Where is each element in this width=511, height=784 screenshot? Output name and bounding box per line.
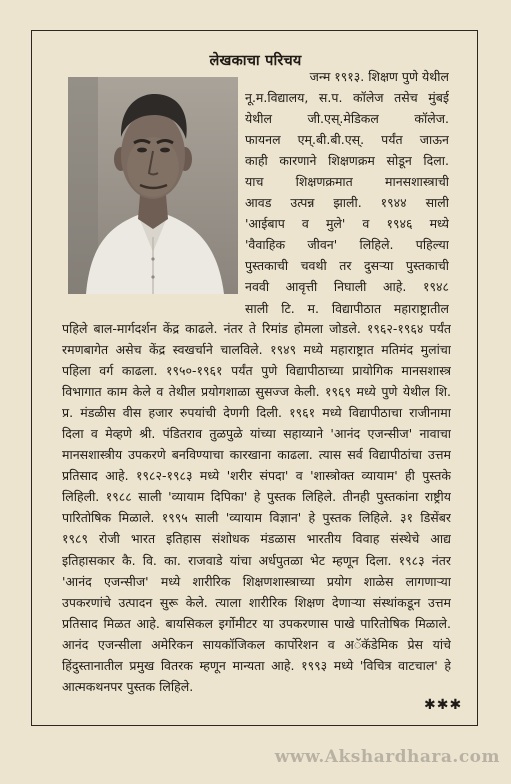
text-line: फायनल एम्.बी.बी.एस्. पर्यंत जाऊन — [245, 132, 449, 148]
text-line: साली टि. म. विद्यापीठात महाराष्ट्रातील — [245, 300, 449, 316]
text-line: आनंद एजन्सीला अमेरिकन सायकॉजिकल कार्पोरेशन व अॅकॅडेमिक प्रेस यांचे — [62, 636, 451, 652]
text-line: पारितोषिक मिळाले. १९९५ साली 'व्यायाम विज्ञान' हे पुस्तक लिहिले. ३१ डिसेंबर — [62, 510, 451, 526]
text-line: प्र. मंडळीस वीस हजार रुपयांची देणगी दिली. १९६१ मध्ये विद्यापीठाचा राजीनामा — [62, 405, 451, 421]
text-line: येथील जी.एस्.मेडिकल कॉलेज. — [245, 111, 449, 127]
text-line: दिला व मेव्हणे श्री. पंडितराव तुळपुळे यांच्या सहाय्याने 'आनंद एजन्सीज' नावाचा — [62, 426, 451, 442]
text-line: आत्मकथनपर पुस्तक लिहिले. — [62, 678, 194, 694]
text-line: काही कारणाने शिक्षणक्रम सोडून दिला. — [245, 153, 449, 169]
page-title: लेखकाचा परिचय — [209, 53, 302, 69]
text-line: नववी आवृत्ती निघाली आहे. १९४८ — [245, 279, 449, 295]
text-line: पुस्तकाची चवथी तर दुसऱ्या पुस्तकाची — [245, 258, 449, 274]
text-line: 'वैवाहिक जीवन' लिहिले. पहिल्या — [245, 237, 449, 253]
intro-paragraph — [245, 66, 449, 319]
text-line: इतिहासकार कै. वि. का. राजवाडे यांचा अर्धपुतळा भेट म्हणून दिला. १९८३ नंतर — [62, 552, 451, 568]
text-line: जन्म १९१३. शिक्षण पुणे येथील — [309, 69, 449, 84]
website-watermark: www.Akshardhara.com — [274, 747, 500, 767]
text-line: पहिले बाल-मार्गदर्शन केंद्र काढले. नंतर ते रिमांड होमला जोडले. १९६२-१९६४ पर्यंत — [62, 321, 451, 336]
author-photo — [68, 77, 238, 294]
text-line: मानसशास्त्रीय उपकरणे बनविण्याचा कारखाना काढला. त्यास सर्व विद्यापीठांचा उत्तम — [62, 447, 451, 463]
text-line: याच शिक्षणक्रमात मानसशास्त्राची — [245, 174, 449, 190]
text-line: 'आनंद एजन्सीज' मध्ये शारीरिक शिक्षणशास्त्राच्या प्रयोग शाळेस लागणाऱ्या — [62, 573, 451, 589]
text-line: रमणबागेत असेच केंद्र स्वखर्चाने चालविले. १९४९ मध्ये महाराष्ट्रात मतिमंद मुलांचा — [62, 342, 451, 358]
text-line: विभागात काम केले व तेथील प्रयोगशाळा सुसज्ज केली. १९६९ मध्ये पुणे येथील शि. — [62, 384, 451, 400]
text-line: प्रतिसाद मिळत आहे. बायसिकल इर्गोमीटर या उपकरणास पाखे पारितोषिक मिळाले. — [62, 615, 451, 631]
text-line: पहिला वर्ग काढला. १९५०-१९६१ पर्यंत पुणे विद्यापीठाच्या प्रायोगिक मानसशास्त्र — [62, 363, 451, 379]
text-line: हिंदुस्तानातील प्रमुख वितरक म्हणून मान्यता आहे. १९९३ मध्ये 'विचित्र वाटचाल' हे — [62, 657, 451, 673]
text-line: उपकरणांचे उत्पादन सुरू केले. त्याला शारीरिक शिक्षण देणाऱ्या संस्थांकडून उत्तम — [62, 594, 451, 610]
text-line: लिहिली. १९८८ साली 'व्यायाम दिपिका' हे पुस्तक लिहिले. तीनही पुस्तकांना राष्ट्रीय — [62, 489, 451, 505]
text-line: 'आईबाप व मुले' व १९४६ मध्ये — [245, 216, 449, 232]
biography-paragraph — [62, 318, 451, 697]
author-portrait — [68, 77, 238, 294]
text-line: नू.म.विद्यालय, स.प. कॉलेज तसेच मुंबई — [245, 90, 449, 106]
text-line: आवड उत्पन्न झाली. १९४४ साली — [245, 195, 449, 211]
text-line: प्रतिसाद आहे. १९८२-१९८३ मध्ये 'शरीर संपदा' व 'शास्त्रोक्त व्यायाम' ही पुस्तके — [62, 468, 451, 484]
section-end-ornament: ✱✱✱ — [424, 697, 463, 713]
text-line: १९८९ रोजी भारत इतिहास संशोधक मंडळास भारतीय विवाह संस्थेचे आद्य — [62, 531, 451, 547]
